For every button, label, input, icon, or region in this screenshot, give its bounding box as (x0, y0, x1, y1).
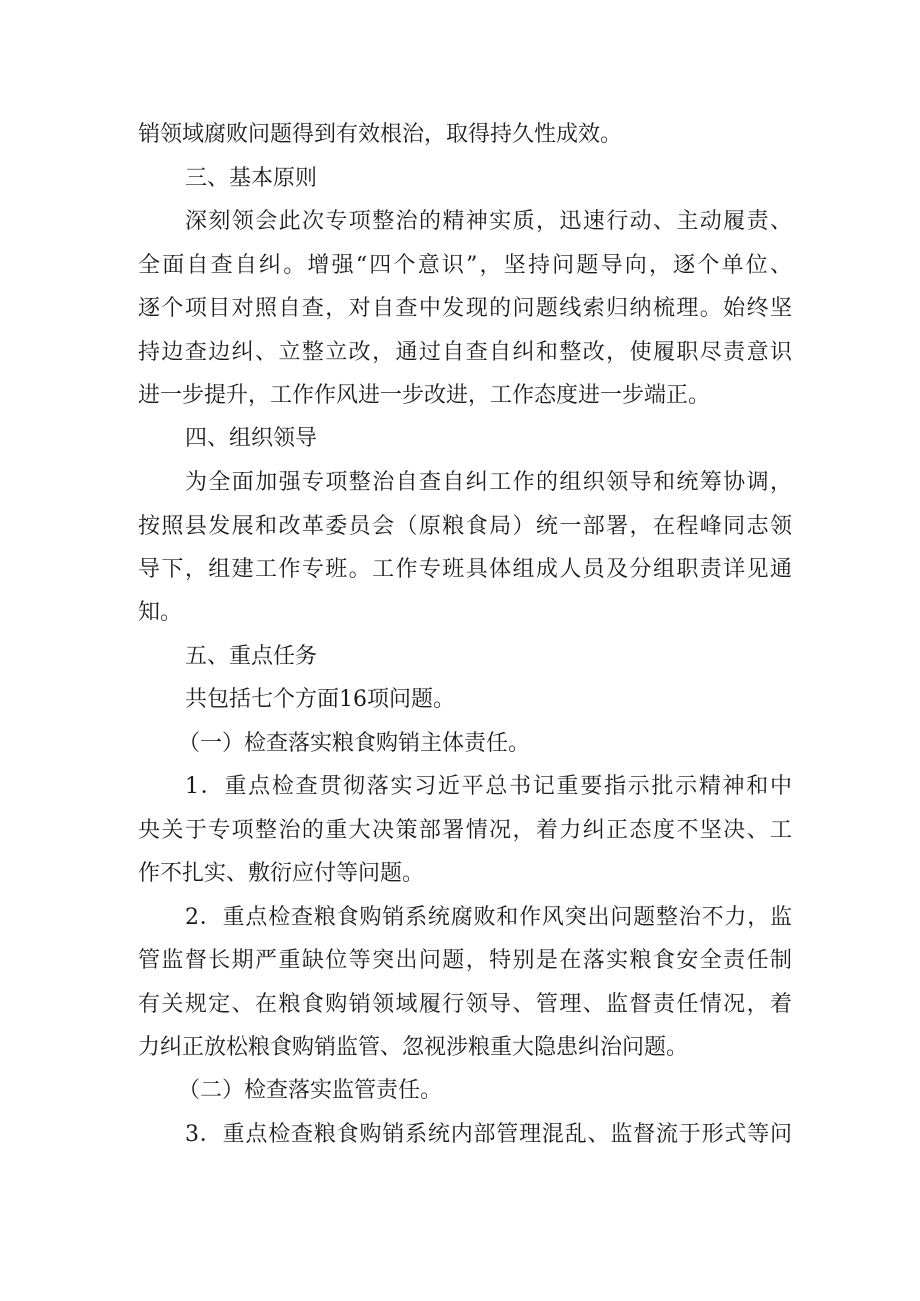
text-line: 为全面加强专项整治自查自纠工作的组织领导和统筹协调， (185, 470, 792, 495)
text-line: 深刻领会此次专项整治的精神实质，迅速行动、主动履责、 (185, 209, 792, 234)
text-line: 1．重点检查贯彻落实习近平总书记重要指示批示精神和中 (185, 774, 792, 799)
section-heading-tasks: 五、重点任务 (185, 644, 318, 669)
text-line: 有关规定、在粮食购销领域履行领导、管理、监督责任情况，着 (138, 992, 792, 1017)
text-line: 导下，组建工作专班。工作专班具体组成人员及分组职责详见通 (138, 557, 792, 582)
text-line: 2．重点检查粮食购销系统腐败和作风突出问题整治不力，监 (185, 905, 792, 930)
subsection-heading-2: （二）检查落实监管责任。 (178, 1078, 443, 1103)
text-line: 作不扎实、敷衍应付等问题。 (138, 861, 425, 886)
text-line: 央关于专项整治的重大决策部署情况，着力纠正态度不坚决、工 (138, 818, 792, 843)
section-heading-leadership: 四、组织领导 (185, 426, 318, 451)
text-line: 持边查边纠、立整立改，通过自查自纠和整改，使履职尽责意识 (138, 340, 792, 365)
text-line: 3．重点检查粮食购销系统内部管理混乱、监督流于形式等问 (185, 1122, 792, 1147)
section-heading-principles: 三、基本原则 (185, 166, 318, 191)
text-line: 逐个项目对照自查，对自查中发现的问题线索归纳梳理。始终坚 (138, 296, 792, 321)
text-line: 管监督长期严重缺位等突出问题，特别是在落实粮食安全责任制 (138, 948, 792, 973)
text-line: 力纠正放松粮食购销监管、忽视涉粮重大隐患纠治问题。 (138, 1035, 689, 1060)
text-line: 进一步提升，工作作风进一步改进，工作态度进一步端正。 (138, 383, 711, 408)
text-line: 按照县发展和改革委员会（原粮食局）统一部署，在程峰同志领 (138, 514, 792, 539)
text-line: 全面自查自纠。增强“四个意识”，坚持问题导向，逐个单位、 (138, 253, 792, 278)
text-line: 销领域腐败问题得到有效根治，取得持久性成效。 (138, 122, 623, 147)
text-line: 知。 (138, 600, 183, 625)
subsection-heading-1: （一）检查落实粮食购销主体责任。 (178, 731, 531, 756)
text-line: 共包括七个方面16项问题。 (185, 687, 455, 712)
